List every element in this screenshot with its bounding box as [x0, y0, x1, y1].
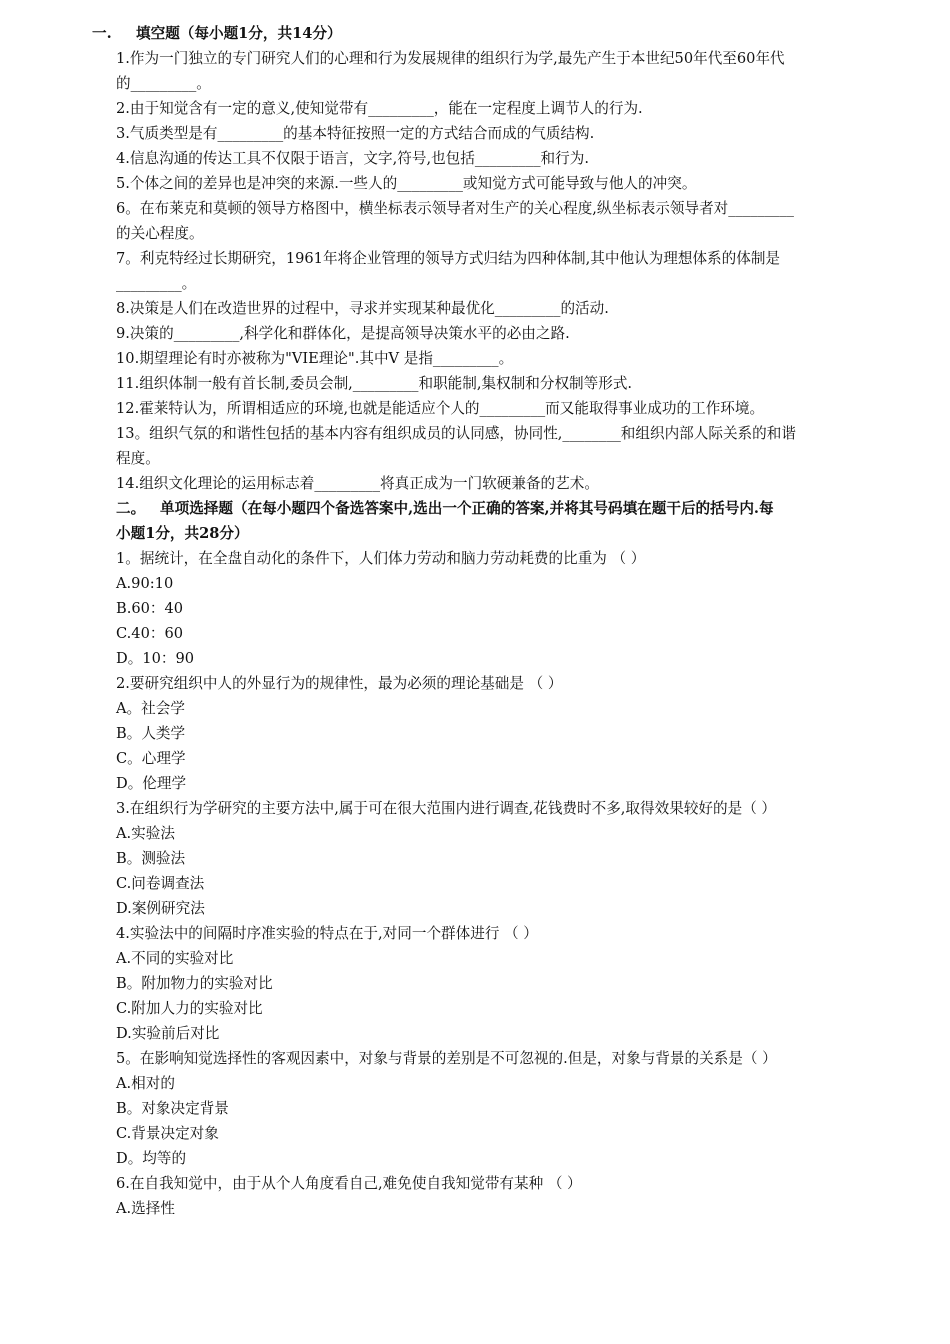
section2-title-cont: 小题1分，共28分） — [116, 525, 249, 542]
option-line: B。对象决定背景 — [116, 1100, 229, 1117]
fill-blank-line: 5.个体之间的差异也是冲突的来源.一些人的_________或知觉方式可能导致与他人的冲突。 — [116, 175, 697, 192]
option-line: A.90:10 — [116, 575, 174, 592]
option-line: C。心理学 — [116, 750, 186, 767]
question-line: 6.在自我知觉中，由于从个人角度看自己,难免使自我知觉带有某种 （ ） — [116, 1175, 582, 1192]
option-line: C.背景决定对象 — [116, 1125, 219, 1142]
section2-title: 单项选择题（在每小题四个备选答案中,选出一个正确的答案,并将其号码填在题干后的括号内.每 — [160, 500, 774, 517]
fill-blank-line: 的关心程度。 — [116, 225, 204, 242]
option-line: B。人类学 — [116, 725, 186, 742]
option-line: C.附加人力的实验对比 — [116, 1000, 263, 1017]
option-line: D。伦理学 — [116, 775, 187, 792]
option-line: A.实验法 — [116, 825, 175, 842]
fill-blank-line: 9.决策的_________,科学化和群体化，是提高领导决策水平的必由之路. — [116, 325, 570, 342]
fill-blank-line: 13。组织气氛的和谐性包括的基本内容有组织成员的认同感，协同性,________和组织内部人际关系的和谐 — [116, 425, 796, 442]
section1-title: 填空题（每小题1分，共14分） — [136, 25, 342, 42]
option-line: C.40：60 — [116, 625, 184, 642]
option-line: B.60：40 — [116, 600, 184, 617]
fill-blank-line: 12.霍莱特认为，所谓相适应的环境,也就是能适应个人的_________而又能取得事业成功的工作环境。 — [116, 400, 765, 417]
option-line: D.案例研究法 — [116, 900, 205, 917]
option-line: D。10：90 — [116, 650, 195, 667]
section2-number: 二。 — [116, 500, 146, 517]
option-line: A.选择性 — [116, 1200, 175, 1217]
fill-blank-line: 7。利克特经过长期研究，1961年将企业管理的领导方式归结为四种体制,其中他认为理想体系的体制是 — [116, 250, 781, 267]
fill-blank-line: 4.信息沟通的传达工具不仅限于语言，文字,符号,也包括_________和行为. — [116, 150, 589, 167]
fill-blank-line: 6。在布莱克和莫顿的领导方格图中，横坐标表示领导者对生产的关心程度,纵坐标表示领导者对_________ — [116, 200, 794, 217]
question-line: 2.要研究组织中人的外显行为的规律性，最为必须的理论基础是 （ ） — [116, 675, 563, 692]
fill-blank-line: 程度。 — [116, 450, 160, 467]
fill-blank-line: 14.组织文化理论的运用标志着_________将真正成为一门软硬兼备的艺术。 — [116, 475, 599, 492]
option-line: A.不同的实验对比 — [116, 950, 234, 967]
fill-blank-line: 3.气质类型是有_________的基本特征按照一定的方式结合而成的气质结构. — [116, 125, 595, 142]
fill-blank-line: 1.作为一门独立的专门研究人们的心理和行为发展规律的组织行为学,最先产生于本世纪50年代至60年代 — [116, 50, 785, 67]
option-line: D.实验前后对比 — [116, 1025, 220, 1042]
option-line: B。附加物力的实验对比 — [116, 975, 273, 992]
question-line: 4.实验法中的间隔时序准实验的特点在于,对同一个群体进行 （ ） — [116, 925, 538, 942]
option-line: C.问卷调查法 — [116, 875, 205, 892]
option-line: A.相对的 — [116, 1075, 175, 1092]
option-line: D。均等的 — [116, 1150, 187, 1167]
question-line: 3.在组织行为学研究的主要方法中,属于可在很大范围内进行调查,花钱费时不多,取得效果较好的是（ ） — [116, 800, 777, 817]
fill-blank-line: _________。 — [116, 275, 197, 292]
fill-blank-line: 2.由于知觉含有一定的意义,使知觉带有_________，能在一定程度上调节人的行为. — [116, 100, 643, 117]
section2-heading — [116, 499, 896, 519]
question-line: 1。据统计，在全盘自动化的条件下，人们体力劳动和脑力劳动耗费的比重为 （ ） — [116, 550, 646, 567]
question-line: 5。在影响知觉选择性的客观因素中，对象与背景的差别是不可忽视的.但是，对象与背景的关系是（ ） — [116, 1050, 777, 1067]
fill-blank-line: 的_________。 — [116, 75, 211, 92]
fill-blank-line: 11.组织体制一般有首长制,委员会制,_________和职能制,集权制和分权制等形式. — [116, 375, 633, 392]
fill-blank-line: 10.期望理论有时亦被称为"VIE理论".其中V 是指_________。 — [116, 350, 514, 367]
option-line: B。测验法 — [116, 850, 186, 867]
section1-heading — [92, 24, 872, 44]
option-line: A。社会学 — [116, 700, 185, 717]
fill-blank-line: 8.决策是人们在改造世界的过程中，寻求并实现某种最优化_________的活动. — [116, 300, 609, 317]
section1-number: 一. — [92, 25, 112, 42]
